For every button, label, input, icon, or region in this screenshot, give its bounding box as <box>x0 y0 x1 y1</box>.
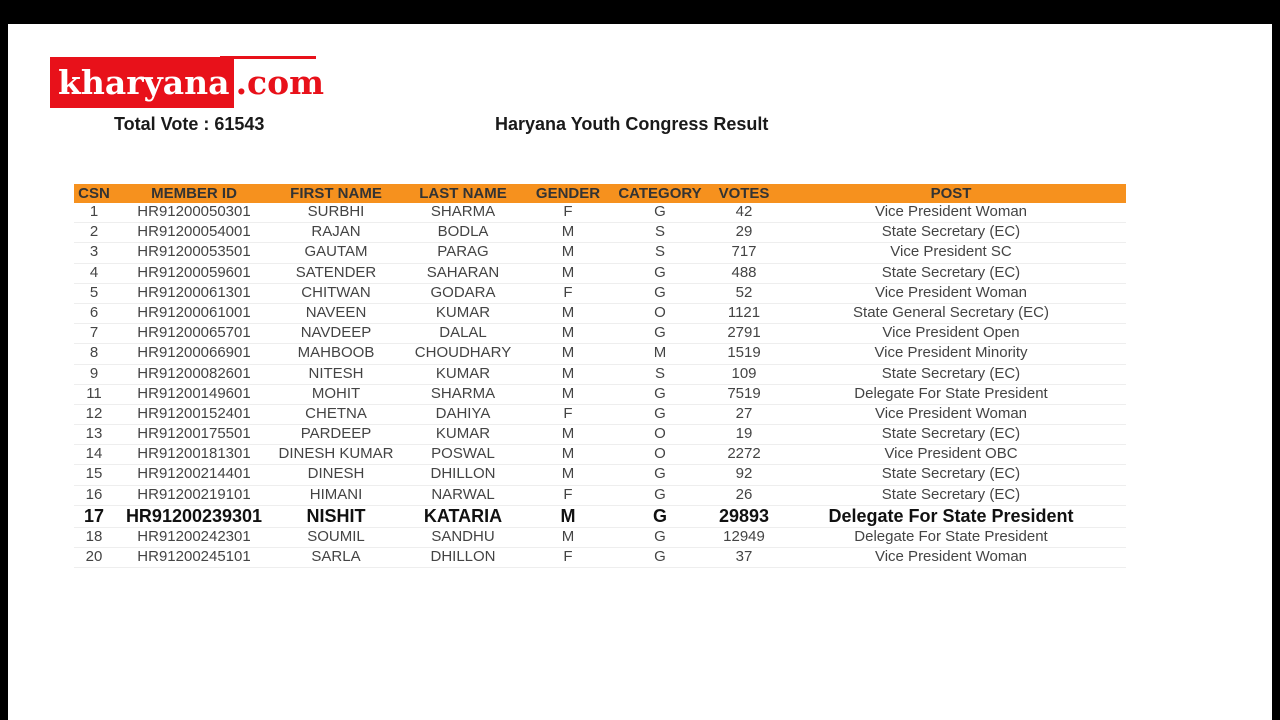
cell-gender: F <box>528 548 608 568</box>
table-row <box>74 527 1126 547</box>
cell-last-name: KUMAR <box>398 303 528 323</box>
table-row <box>74 303 1126 323</box>
table-row <box>74 384 1126 404</box>
cell-votes: 52 <box>712 283 776 303</box>
table-row <box>74 324 1126 344</box>
cell-csn: 18 <box>74 527 114 547</box>
cell-csn: 2 <box>74 223 114 243</box>
cell-csn: 16 <box>74 485 114 505</box>
cell-post: State Secretary (EC) <box>776 364 1126 384</box>
cell-post: Delegate For State President <box>776 505 1126 527</box>
cell-first-name: PARDEEP <box>274 425 398 445</box>
cell-member-id: HR91200061301 <box>114 283 274 303</box>
col-header-csn: CSN <box>74 184 114 203</box>
cell-votes: 1519 <box>712 344 776 364</box>
cell-category: S <box>608 243 712 263</box>
table-row <box>74 445 1126 465</box>
table-row <box>74 263 1126 283</box>
cell-csn: 1 <box>74 203 114 223</box>
cell-votes: 2272 <box>712 445 776 465</box>
total-vote: Total Vote : 61543 <box>114 114 265 134</box>
cell-first-name: MAHBOOB <box>274 344 398 364</box>
cell-member-id: HR91200066901 <box>114 344 274 364</box>
cell-first-name: HIMANI <box>274 485 398 505</box>
cell-post: Delegate For State President <box>776 527 1126 547</box>
cell-post: Vice President Woman <box>776 548 1126 568</box>
cell-votes: 19 <box>712 425 776 445</box>
cell-first-name: SARLA <box>274 548 398 568</box>
site-logo[interactable] <box>50 57 324 108</box>
cell-last-name: KUMAR <box>398 364 528 384</box>
cell-post: Vice President OBC <box>776 445 1126 465</box>
col-header-post: POST <box>776 184 1126 203</box>
cell-first-name: CHITWAN <box>274 283 398 303</box>
cell-last-name: DAHIYA <box>398 404 528 424</box>
cell-category: S <box>608 223 712 243</box>
cell-post: State Secretary (EC) <box>776 263 1126 283</box>
cell-post: Vice President Woman <box>776 283 1126 303</box>
cell-last-name: NARWAL <box>398 485 528 505</box>
cell-category: G <box>608 283 712 303</box>
cell-post: Vice President Open <box>776 324 1126 344</box>
cell-post: State Secretary (EC) <box>776 485 1126 505</box>
col-header-first-name: FIRST NAME <box>274 184 398 203</box>
cell-member-id: HR91200059601 <box>114 263 274 283</box>
cell-last-name: PARAG <box>398 243 528 263</box>
cell-first-name: DINESH KUMAR <box>274 445 398 465</box>
cell-post: State Secretary (EC) <box>776 223 1126 243</box>
cell-post: Vice President Woman <box>776 404 1126 424</box>
cell-gender: F <box>528 404 608 424</box>
cell-category: O <box>608 303 712 323</box>
cell-csn: 5 <box>74 283 114 303</box>
cell-first-name: SURBHI <box>274 203 398 223</box>
cell-last-name: DHILLON <box>398 465 528 485</box>
cell-last-name: GODARA <box>398 283 528 303</box>
cell-votes: 92 <box>712 465 776 485</box>
cell-votes: 488 <box>712 263 776 283</box>
cell-member-id: HR91200239301 <box>114 505 274 527</box>
cell-votes: 2791 <box>712 324 776 344</box>
cell-csn: 4 <box>74 263 114 283</box>
cell-first-name: SATENDER <box>274 263 398 283</box>
cell-first-name: NITESH <box>274 364 398 384</box>
cell-post: Vice President Woman <box>776 203 1126 223</box>
cell-category: G <box>608 527 712 547</box>
cell-last-name: POSWAL <box>398 445 528 465</box>
cell-gender: M <box>528 223 608 243</box>
table-row <box>74 203 1126 223</box>
cell-first-name: NAVDEEP <box>274 324 398 344</box>
results-table <box>74 184 1126 568</box>
cell-last-name: CHOUDHARY <box>398 344 528 364</box>
cell-post: Vice President SC <box>776 243 1126 263</box>
cell-csn: 9 <box>74 364 114 384</box>
cell-category: G <box>608 548 712 568</box>
cell-gender: F <box>528 485 608 505</box>
cell-gender: M <box>528 243 608 263</box>
cell-member-id: HR91200149601 <box>114 384 274 404</box>
cell-first-name: CHETNA <box>274 404 398 424</box>
cell-post: Vice President Minority <box>776 344 1126 364</box>
cell-category: O <box>608 445 712 465</box>
cell-csn: 8 <box>74 344 114 364</box>
cell-csn: 14 <box>74 445 114 465</box>
cell-member-id: HR91200219101 <box>114 485 274 505</box>
cell-first-name: NAVEEN <box>274 303 398 323</box>
cell-first-name: GAUTAM <box>274 243 398 263</box>
cell-csn: 15 <box>74 465 114 485</box>
cell-gender: M <box>528 263 608 283</box>
cell-first-name: DINESH <box>274 465 398 485</box>
col-header-member-id: MEMBER ID <box>114 184 274 203</box>
table-body <box>74 203 1126 568</box>
cell-votes: 29893 <box>712 505 776 527</box>
cell-last-name: DHILLON <box>398 548 528 568</box>
col-header-gender: GENDER <box>528 184 608 203</box>
table-row <box>74 404 1126 424</box>
cell-member-id: HR91200175501 <box>114 425 274 445</box>
document-page <box>8 24 1272 720</box>
cell-category: S <box>608 364 712 384</box>
cell-gender: M <box>528 465 608 485</box>
cell-csn: 17 <box>74 505 114 527</box>
cell-first-name: MOHIT <box>274 384 398 404</box>
cell-votes: 717 <box>712 243 776 263</box>
document-title: Haryana Youth Congress Result <box>495 114 769 134</box>
cell-last-name: SANDHU <box>398 527 528 547</box>
table-row <box>74 283 1126 303</box>
cell-gender: M <box>528 303 608 323</box>
cell-last-name: DALAL <box>398 324 528 344</box>
cell-member-id: HR91200050301 <box>114 203 274 223</box>
cell-gender: F <box>528 203 608 223</box>
cell-votes: 29 <box>712 223 776 243</box>
cell-last-name: SAHARAN <box>398 263 528 283</box>
logo-main-text: kharyana <box>50 57 234 108</box>
cell-last-name: KATARIA <box>398 505 528 527</box>
cell-first-name: RAJAN <box>274 223 398 243</box>
cell-category: G <box>608 263 712 283</box>
col-header-votes: VOTES <box>712 184 776 203</box>
cell-first-name: NISHIT <box>274 505 398 527</box>
cell-csn: 13 <box>74 425 114 445</box>
table-header-row <box>74 184 1126 203</box>
cell-gender: F <box>528 283 608 303</box>
cell-votes: 109 <box>712 364 776 384</box>
cell-votes: 7519 <box>712 384 776 404</box>
cell-category: G <box>608 465 712 485</box>
cell-csn: 7 <box>74 324 114 344</box>
cell-member-id: HR91200245101 <box>114 548 274 568</box>
cell-last-name: SHARMA <box>398 203 528 223</box>
cell-post: State General Secretary (EC) <box>776 303 1126 323</box>
cell-post: Delegate For State President <box>776 384 1126 404</box>
col-header-last-name: LAST NAME <box>398 184 528 203</box>
cell-gender: M <box>528 384 608 404</box>
cell-csn: 12 <box>74 404 114 424</box>
cell-votes: 42 <box>712 203 776 223</box>
cell-gender: M <box>528 364 608 384</box>
cell-gender: M <box>528 344 608 364</box>
cell-gender: M <box>528 527 608 547</box>
table-row <box>74 243 1126 263</box>
logo-underline <box>220 56 316 59</box>
cell-member-id: HR91200082601 <box>114 364 274 384</box>
table-row <box>74 505 1126 527</box>
cell-votes: 1121 <box>712 303 776 323</box>
table-row <box>74 548 1126 568</box>
cell-category: G <box>608 404 712 424</box>
table-row <box>74 485 1126 505</box>
cell-member-id: HR91200181301 <box>114 445 274 465</box>
cell-csn: 11 <box>74 384 114 404</box>
cell-first-name: SOUMIL <box>274 527 398 547</box>
cell-last-name: SHARMA <box>398 384 528 404</box>
cell-category: G <box>608 324 712 344</box>
cell-post: State Secretary (EC) <box>776 465 1126 485</box>
cell-post: State Secretary (EC) <box>776 425 1126 445</box>
cell-category: G <box>608 384 712 404</box>
logo-tld-text: .com <box>235 63 325 102</box>
cell-member-id: HR91200065701 <box>114 324 274 344</box>
cell-votes: 37 <box>712 548 776 568</box>
table-row <box>74 364 1126 384</box>
cell-category: G <box>608 485 712 505</box>
cell-category: M <box>608 344 712 364</box>
cell-last-name: BODLA <box>398 223 528 243</box>
cell-category: G <box>608 203 712 223</box>
cell-gender: M <box>528 505 608 527</box>
cell-member-id: HR91200152401 <box>114 404 274 424</box>
cell-member-id: HR91200242301 <box>114 527 274 547</box>
table-row <box>74 465 1126 485</box>
col-header-category: CATEGORY <box>608 184 712 203</box>
cell-gender: M <box>528 324 608 344</box>
cell-votes: 26 <box>712 485 776 505</box>
cell-gender: M <box>528 445 608 465</box>
cell-votes: 12949 <box>712 527 776 547</box>
cell-last-name: KUMAR <box>398 425 528 445</box>
table-row <box>74 223 1126 243</box>
cell-votes: 27 <box>712 404 776 424</box>
table-row <box>74 344 1126 364</box>
cell-csn: 20 <box>74 548 114 568</box>
table-row <box>74 425 1126 445</box>
cell-category: G <box>608 505 712 527</box>
cell-csn: 6 <box>74 303 114 323</box>
cell-member-id: HR91200054001 <box>114 223 274 243</box>
cell-member-id: HR91200053501 <box>114 243 274 263</box>
cell-csn: 3 <box>74 243 114 263</box>
cell-member-id: HR91200061001 <box>114 303 274 323</box>
cell-category: O <box>608 425 712 445</box>
cell-gender: M <box>528 425 608 445</box>
cell-member-id: HR91200214401 <box>114 465 274 485</box>
